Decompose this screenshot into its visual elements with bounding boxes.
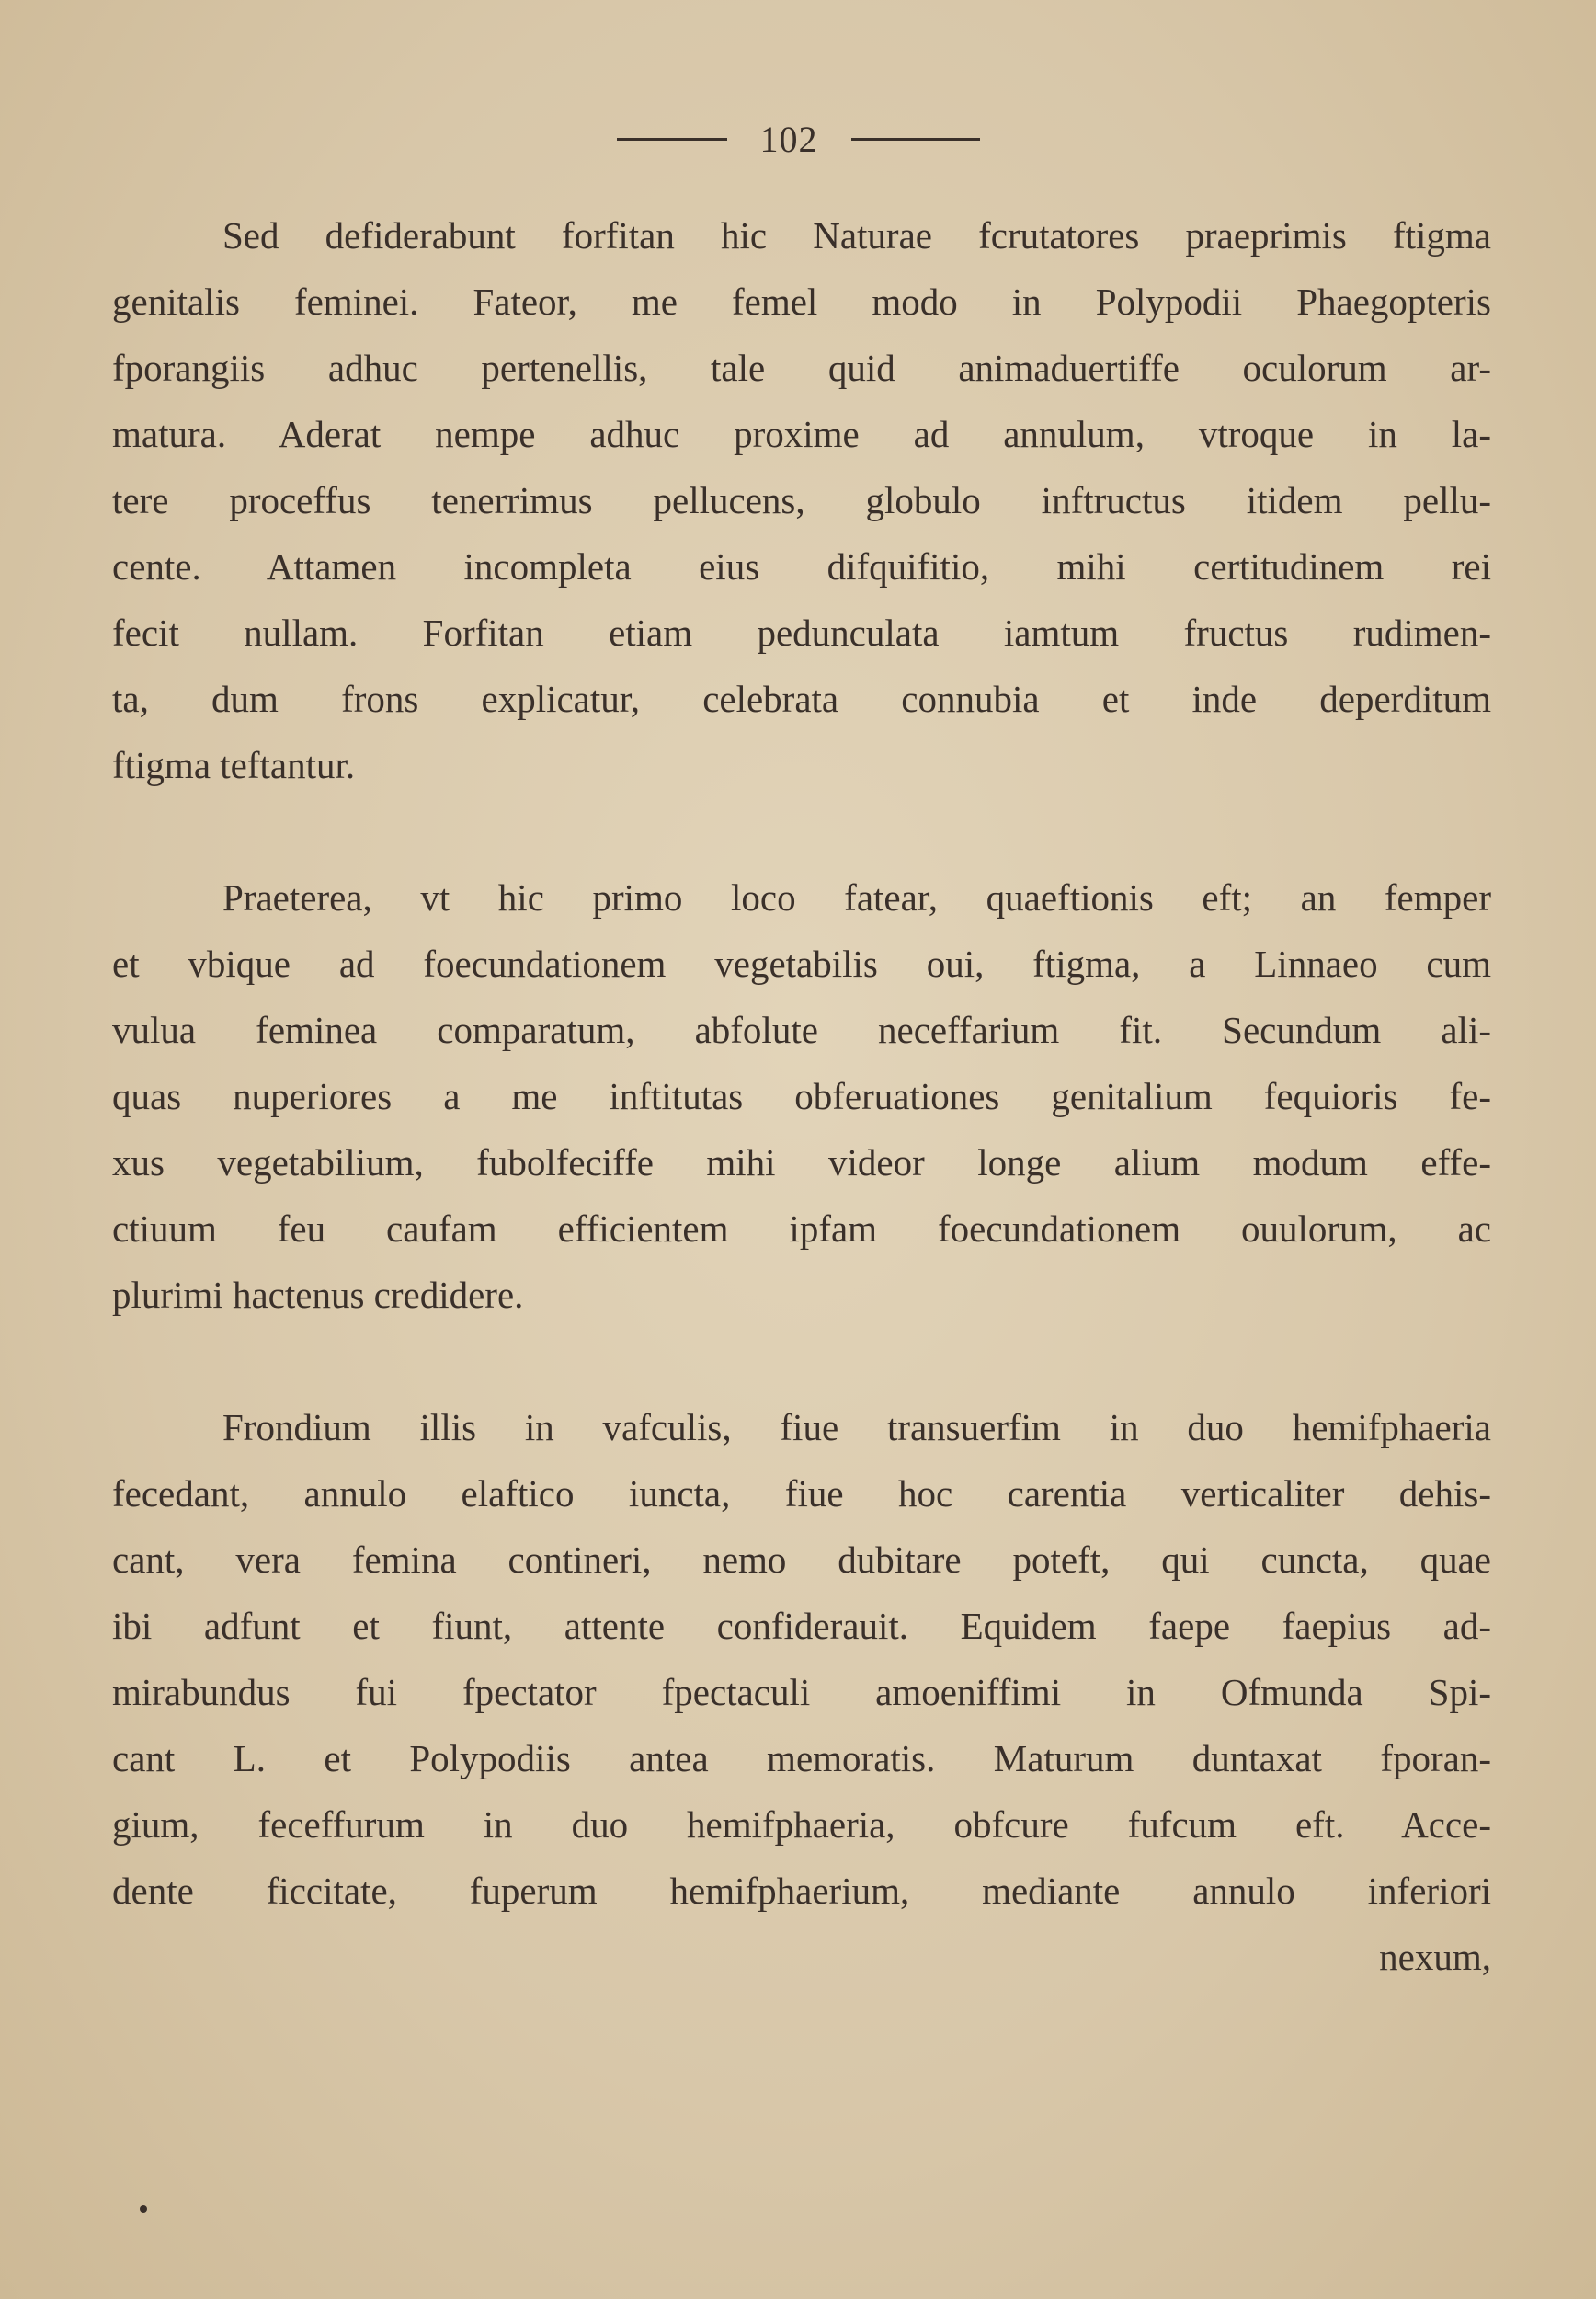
text-line: ibi adfunt et fiunt, attente confiderauit. Equidem faepe faepius ad- [112, 1605, 1491, 1647]
text-line: Sed defiderabunt forfitan hic Naturae fcrutatores praeprimis ftigma [222, 214, 1491, 257]
text-line: fecit nullam. Forfitan etiam pedunculata iamtum fructus rudimen- [112, 612, 1491, 654]
text-line: gium, feceffurum in duo hemifphaeria, obfcure fufcum eft. Acce- [112, 1803, 1491, 1846]
text-line: cant L. et Polypodiis antea memoratis. Maturum duntaxat fporan- [112, 1737, 1491, 1779]
text-line: cente. Attamen incompleta eius difquifitio, mihi certitudinem rei [112, 545, 1491, 588]
text-line: fporangiis adhuc pertenellis, tale quid animaduertiffe oculorum ar- [112, 347, 1491, 389]
text-line: vulua feminea comparatum, abfolute neceffarium fit. Secundum ali- [112, 1009, 1491, 1051]
text-line: mirabundus fui fpectator fpectaculi amoeniffimi in Ofmunda Spi- [112, 1671, 1491, 1713]
text-line: genitalis feminei. Fateor, me femel modo in Polypodii Phaegopteris [112, 280, 1491, 323]
text-line: xus vegetabilium, fubolfeciffe mihi videor longe alium modum effe- [112, 1141, 1491, 1184]
body-text [112, 202, 1491, 1990]
text-line: matura. Aderat nempe adhuc proxime ad annulum, vtroque in la- [112, 413, 1491, 455]
paragraph-1 [112, 202, 1491, 798]
text-line: ftigma teftantur. [112, 744, 356, 786]
paragraph-2 [112, 864, 1491, 1328]
text-line: quas nuperiores a me inftitutas obferuationes genitalium fequioris fe- [112, 1075, 1491, 1117]
text-line: et vbique ad foecundationem vegetabilis oui, ftigma, a Linnaeo cum [112, 943, 1491, 985]
text-line: tere proceffus tenerrimus pellucens, globulo inftructus itidem pellu- [112, 479, 1491, 521]
text-line: ctiuum feu caufam efficientem ipfam foecundationem ouulorum, ac [112, 1207, 1491, 1250]
page-number: 102 [759, 119, 818, 160]
text-line: dente ficcitate, fuperum hemifphaerium, mediante annulo inferiori [112, 1870, 1491, 1912]
text-line: Frondium illis in vafculis, fiue transuerfim in duo hemifphaeria [222, 1406, 1491, 1448]
text-line: Praeterea, vt hic primo loco fatear, quaeftionis eft; an femper [222, 876, 1491, 919]
paragraph-3 [112, 1394, 1491, 1924]
header-rule-right [851, 138, 980, 141]
text-line: cant, vera femina contineri, nemo dubitare poteft, qui cuncta, quae [112, 1538, 1491, 1581]
catchword: nexum, [1379, 1936, 1491, 1978]
ink-spot [140, 2205, 147, 2213]
header-rule-left [617, 138, 727, 141]
text-line: plurimi hactenus credidere. [112, 1274, 524, 1316]
text-line: fecedant, annulo elaftico iuncta, fiue hoc carentia verticaliter dehis- [112, 1472, 1491, 1515]
page-header [0, 118, 1596, 161]
text-line: ta, dum frons explicatur, celebrata connubia et inde deperditum [112, 678, 1491, 720]
